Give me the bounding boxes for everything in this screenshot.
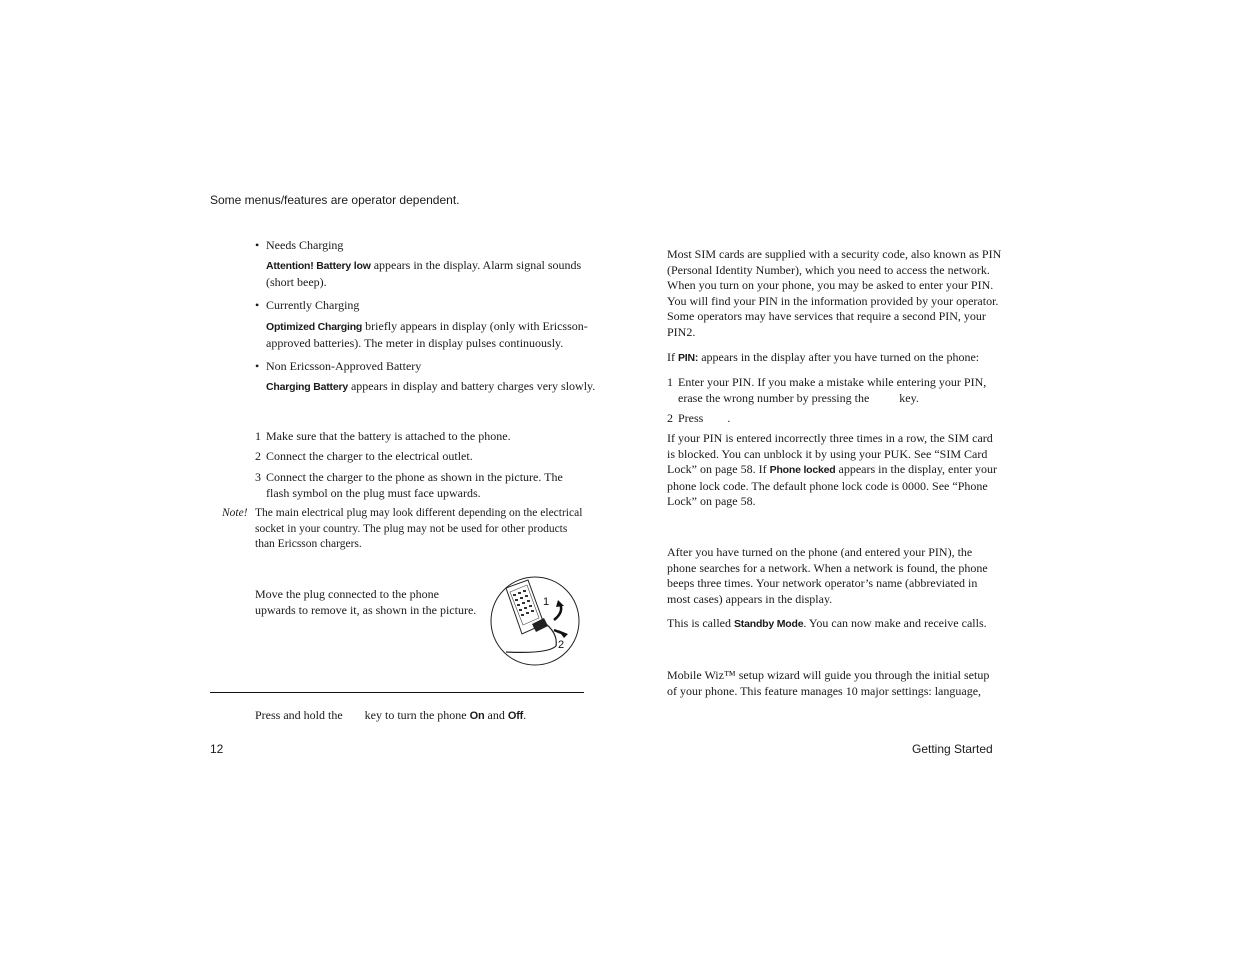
display-message: Phone locked xyxy=(769,464,836,476)
standby-paragraph: This is called Standby Mode. You can now make and receive calls. xyxy=(667,616,987,630)
charge-step: 1 Make sure that the battery is attached to the phone. xyxy=(255,429,511,443)
remove-plug-illustration xyxy=(488,574,582,668)
battery-state-needs-charging xyxy=(255,238,343,254)
bullet-icon: • xyxy=(255,238,260,252)
pin-step-2: 2 Press . xyxy=(667,411,731,425)
section-title: Getting Started xyxy=(912,742,993,756)
network-paragraph: After you have turned on the phone (and entered your PIN), the phone searches for a network. When a network is found, the phone beeps three times. Your network operator’s name (abbreviated in most cases) appears in the display. xyxy=(667,545,988,606)
section-divider xyxy=(210,692,584,693)
page-number: 12 xyxy=(210,742,224,756)
power-instruction: Press and hold the key to turn the phone On and Off. xyxy=(255,708,527,722)
pin-condition: If PIN: appears in the display after you have turned on the phone: xyxy=(667,350,980,364)
step-number: 2 xyxy=(255,449,261,463)
figure-label-1: 1 xyxy=(543,596,550,608)
display-message: PIN: xyxy=(678,352,699,364)
display-message: Optimized Charging xyxy=(266,321,363,333)
battery-state-description: Charging Battery appears in display and battery charges very slowly. xyxy=(266,379,596,393)
charge-step: 3 Connect the charger to the phone as shown in the picture. The flash symbol on the plug must face upwards. xyxy=(255,470,563,500)
note-text: The main electrical plug may look different depending on the electrical socket in your country. The plug may not be used for other products than Ericsson chargers. xyxy=(255,507,583,550)
step-number: 3 xyxy=(255,470,261,484)
battery-state-label: Currently Charging xyxy=(266,298,360,312)
bullet-icon: • xyxy=(255,359,260,373)
charge-step: 2 Connect the charger to the electrical outlet. xyxy=(255,449,473,463)
step-number: 1 xyxy=(255,429,261,443)
operator-dependent-note: Some menus/features are operator dependent. xyxy=(210,193,460,207)
step-number: 1 xyxy=(667,375,673,389)
note-label: Note! xyxy=(222,507,248,519)
display-message: Attention! Battery low xyxy=(266,260,371,272)
figure-label-2: 2 xyxy=(558,639,565,651)
display-message: Standby Mode xyxy=(733,618,804,630)
display-message: Charging Battery xyxy=(266,381,348,393)
bullet-icon: • xyxy=(255,298,260,312)
remove-plug-text: Move the plug connected to the phone upwards to remove it, as shown in the picture. xyxy=(255,587,477,617)
battery-state-description: Attention! Battery low appears in the display. Alarm signal sounds (short beep). xyxy=(266,258,582,289)
step-number: 2 xyxy=(667,411,673,425)
battery-state-currently-charging xyxy=(255,298,359,314)
battery-state-non-approved xyxy=(255,359,421,375)
pin-blocked-paragraph: If your PIN is entered incorrectly three times in a row, the SIM card is blocked. You can unblock it by using your PUK. See “SIM Card Lock” on page 58. If Phone locked appears in the display, enter your phone lock code. The default phone lock code is 0000. See “Phone Lock” on page 58. xyxy=(667,431,998,508)
pin-intro-paragraph: Most SIM cards are supplied with a security code, also known as PIN (Personal Identity Number), which you need to access the network. When you turn on your phone, you may be asked to enter your PIN. You will find your PIN in the information provided by your operator. Some operators may have services that require a second PIN, your PIN2. xyxy=(667,247,1002,339)
battery-state-label: Non Ericsson-Approved Battery xyxy=(266,359,422,373)
wizard-paragraph: Mobile Wiz™ setup wizard will guide you through the initial setup of your phone. This feature manages 10 major settings: language, xyxy=(667,668,990,698)
battery-state-label: Needs Charging xyxy=(266,238,344,252)
pin-step-1: 1 Enter your PIN. If you make a mistake while entering your PIN, erase the wrong number by pressing the key. xyxy=(667,375,987,405)
battery-state-description: Optimized Charging briefly appears in display (only with Ericsson- approved batteries). The meter in display pulses continuously. xyxy=(266,319,588,350)
